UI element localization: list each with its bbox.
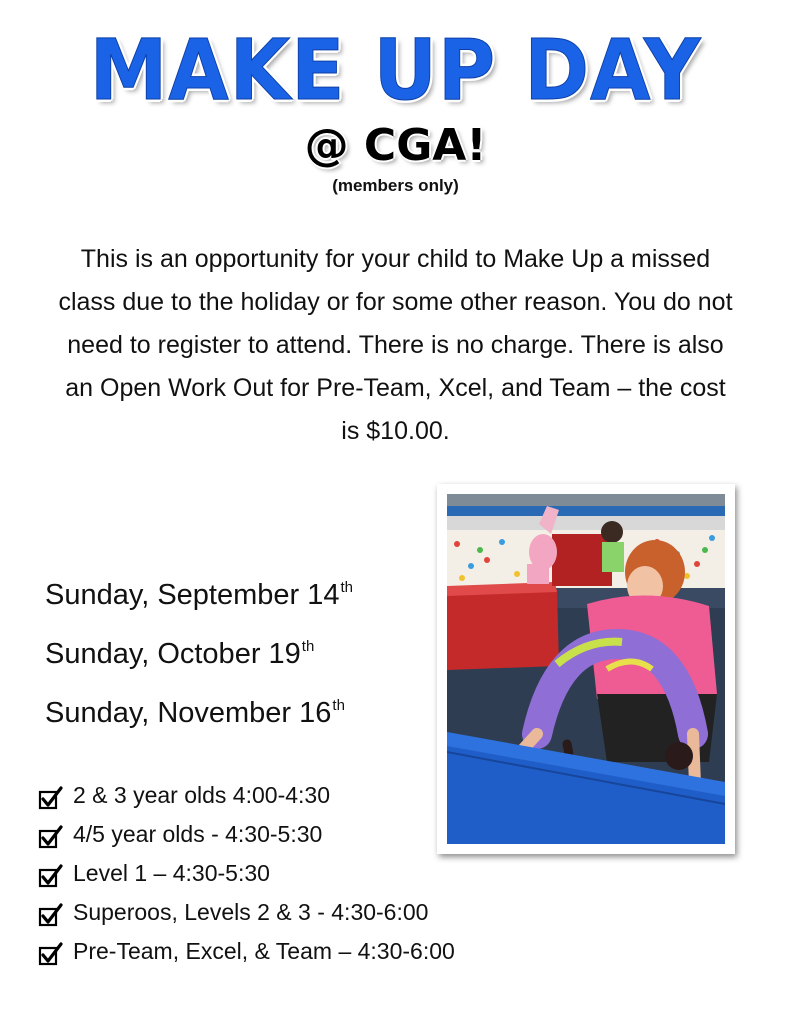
schedule-item <box>38 893 538 932</box>
page-subtitle: @ CGA! <box>304 120 487 171</box>
gymnastics-photo-illustration <box>447 494 725 844</box>
schedule-label: Level 1 – 4:30-5:30 <box>73 860 270 886</box>
checkbox-checked-icon <box>38 785 64 811</box>
checkbox-checked-icon <box>38 863 64 889</box>
schedule-item <box>38 854 538 893</box>
date-item <box>45 680 425 739</box>
gymnastics-photo-frame <box>437 484 735 854</box>
date-suffix: th <box>301 638 315 655</box>
date-text: Sunday, September 14 <box>45 579 340 611</box>
checkbox-checked-icon <box>38 824 64 850</box>
dates-list <box>45 562 425 739</box>
page-title: MAKE UP DAY <box>89 21 702 119</box>
members-only-note: (members only) <box>332 176 459 195</box>
checkbox-checked-icon <box>38 941 64 967</box>
gymnastics-photo <box>447 494 725 844</box>
intro-paragraph: This is an opportunity for your child to Make Up a missed class due to the holiday or for some other reason. You do not need to register to attend. There is no charge. There is also an Open Work Out for Pre-Team, Xcel, and Team – the cost is $10.00. <box>58 245 733 445</box>
checkbox-checked-icon <box>38 902 64 928</box>
date-suffix: th <box>332 697 345 714</box>
schedule-label: 4/5 year olds - 4:30-5:30 <box>73 821 323 847</box>
schedule-label: Pre-Team, Excel, & Team – 4:30-6:00 <box>73 938 455 964</box>
schedule-item <box>38 932 538 971</box>
date-suffix: th <box>340 579 354 596</box>
date-text: Sunday, November 16 <box>45 697 332 729</box>
date-item <box>45 621 425 680</box>
schedule-label: 2 & 3 year olds 4:00-4:30 <box>73 782 330 808</box>
schedule-label: Superoos, Levels 2 & 3 - 4:30-6:00 <box>73 899 429 925</box>
date-text: Sunday, October 19 <box>45 638 301 670</box>
date-item <box>45 562 425 621</box>
